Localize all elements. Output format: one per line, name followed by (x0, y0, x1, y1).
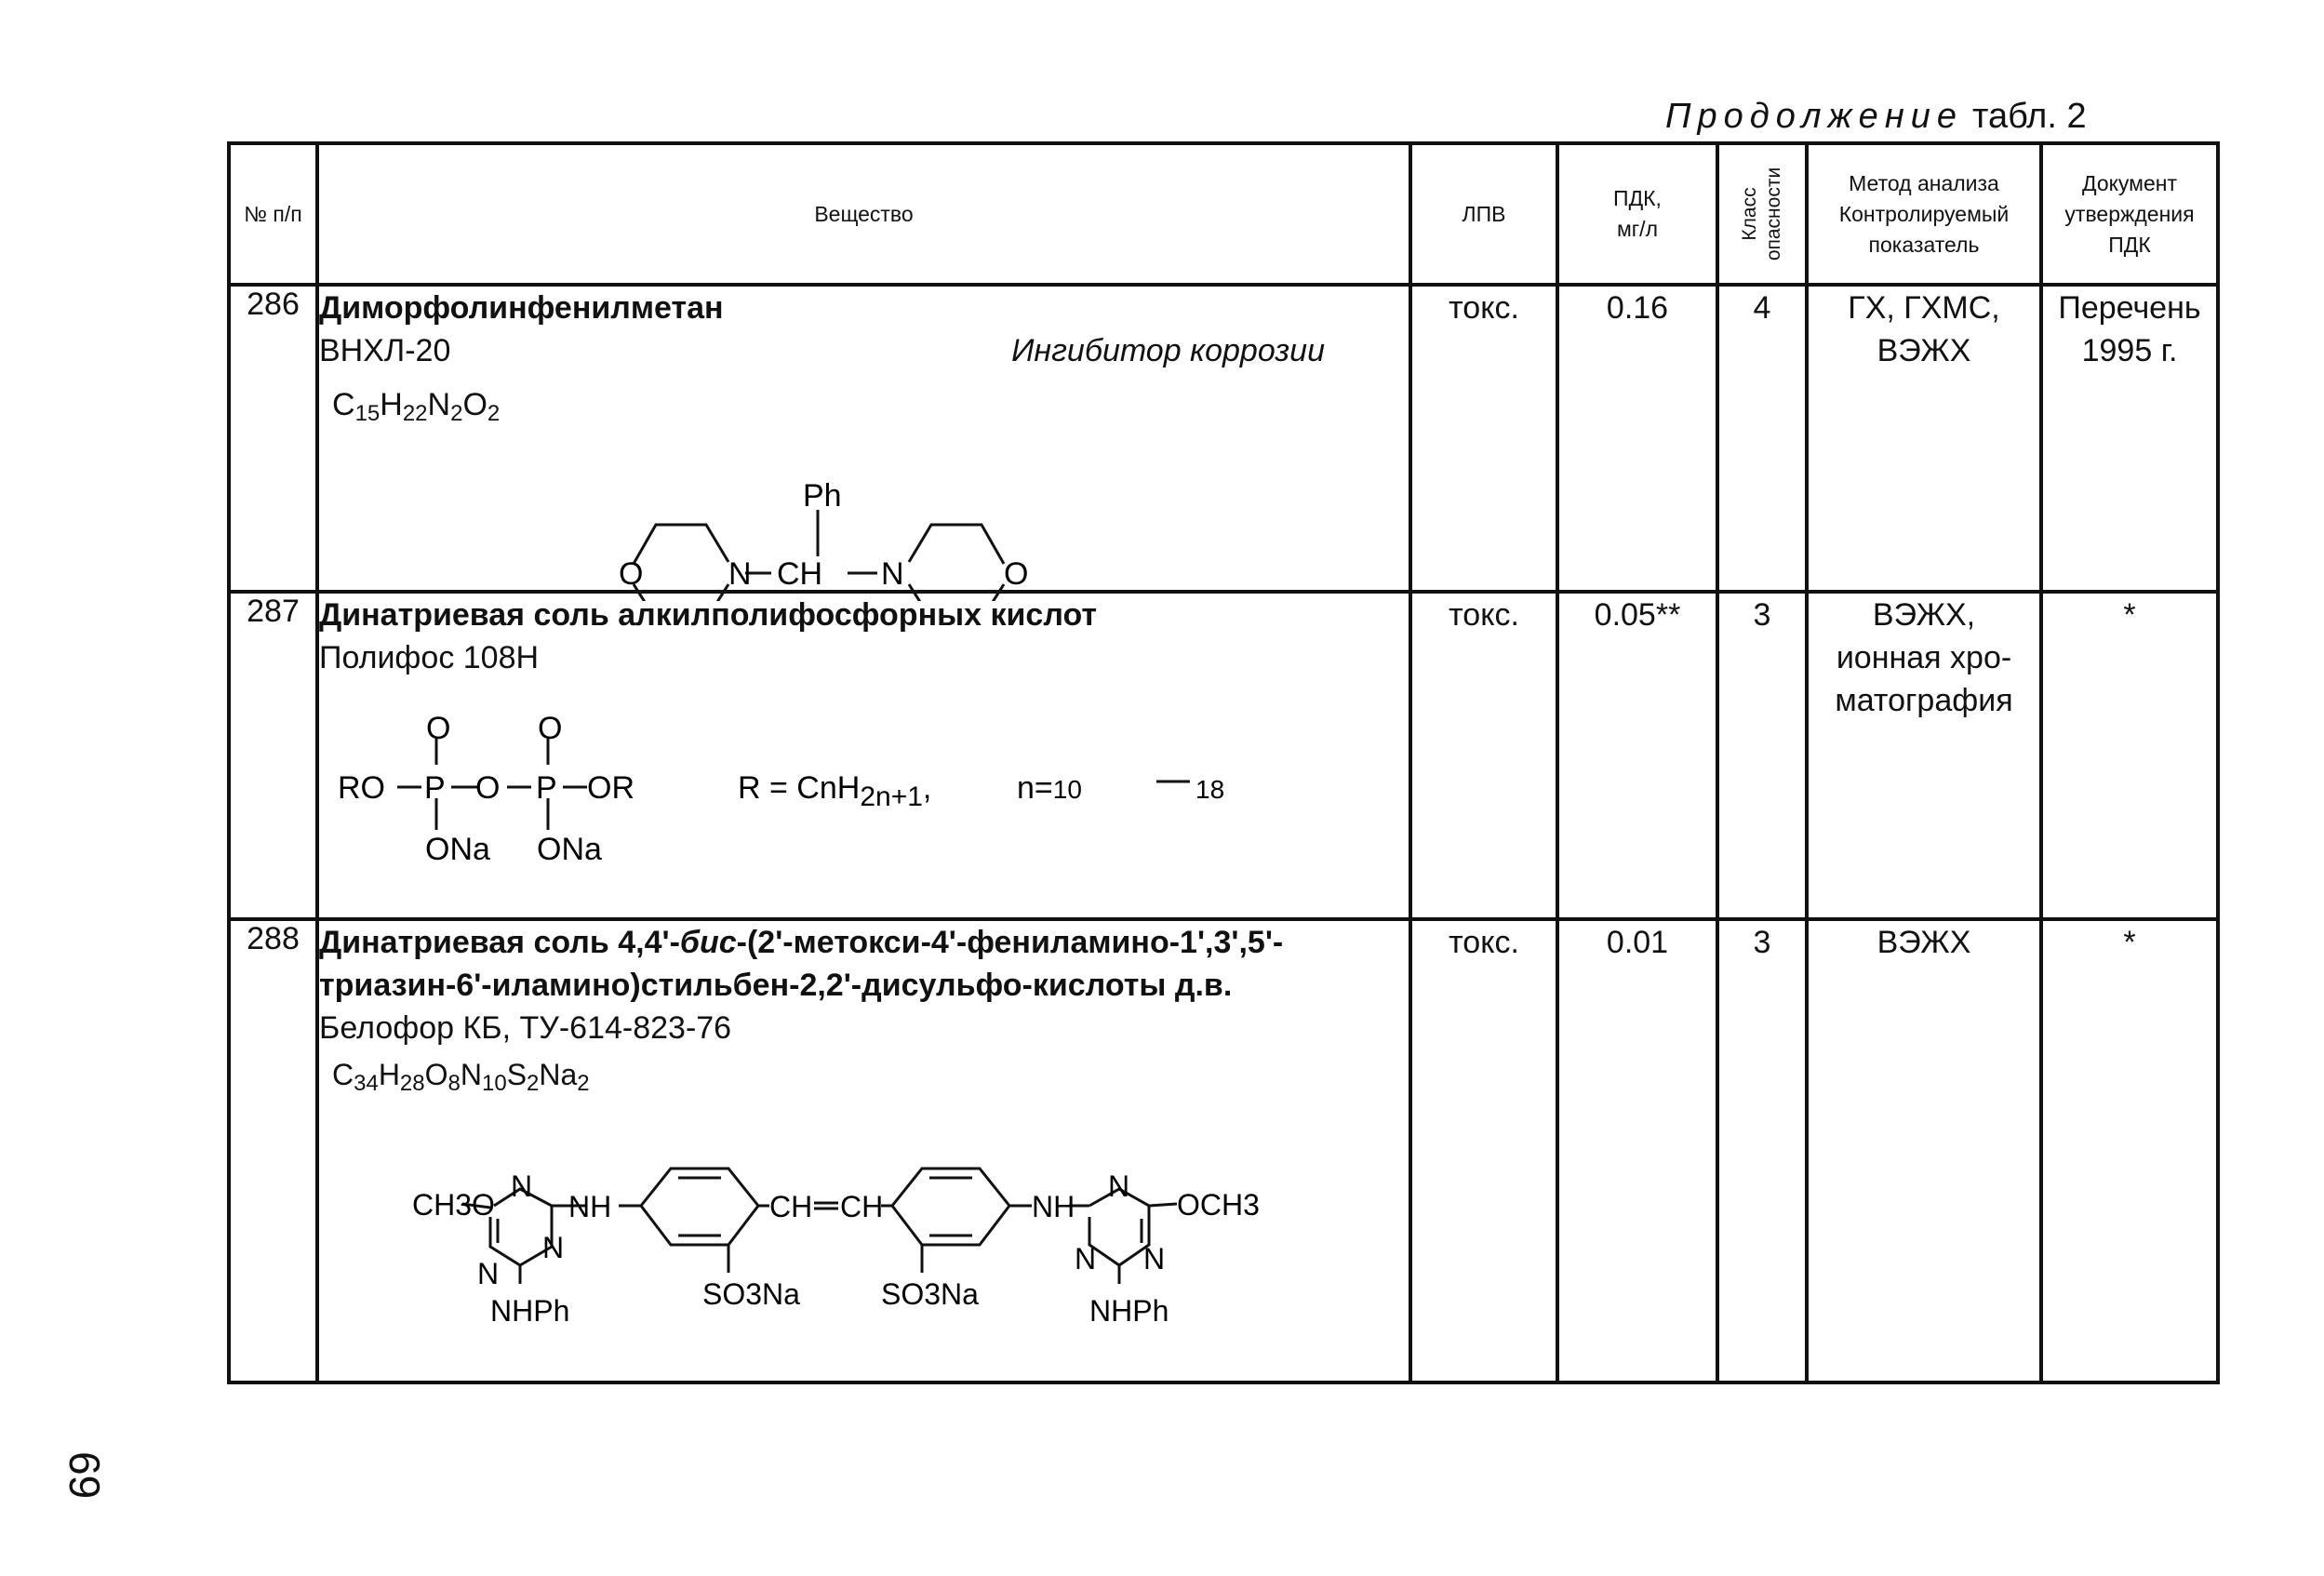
molecular-formula: $C_{15}H_{22}N_2O_2$ (332, 387, 501, 426)
caption-table-number: табл. 2 (1972, 97, 2087, 136)
atom-o: O (538, 711, 563, 746)
group-so3na: SO3Na (702, 1277, 800, 1311)
trade-name: Полифос 108Н (319, 640, 540, 675)
n-range: n=10 (1017, 770, 1082, 806)
header-substance: Вещество (317, 143, 1410, 285)
atom-p: P (424, 770, 446, 806)
header-row (229, 143, 2218, 285)
row-number: 286 (229, 285, 317, 592)
r-definition: R = CnH2n+1, (738, 770, 932, 812)
header-pdk (1557, 143, 1717, 285)
method-line: ионная хро- (1836, 640, 2012, 675)
header-doc-line1: Документ (2081, 170, 2178, 195)
atom-n: N (511, 1169, 533, 1203)
group-ona: ONa (425, 832, 490, 867)
pdk-cell: 0.05** (1557, 592, 1717, 919)
atom-o: O (619, 556, 644, 592)
lpv-cell: токс. (1410, 592, 1557, 919)
header-method-line1: Метод анализа (1849, 170, 1999, 195)
header-pdk-line1: ПДК, (1613, 186, 1662, 210)
structural-formula-287 (338, 705, 1231, 873)
method-cell (1807, 592, 2041, 919)
method-line: ГХ, ГХМС, (1848, 290, 2000, 326)
atom-n: N (728, 556, 752, 592)
group-ch: CH (840, 1190, 884, 1223)
table-row-287 (229, 592, 2218, 919)
header-doc-line3: ПДК (2108, 232, 2151, 257)
group-or: OR (587, 770, 634, 806)
header-class-line1: Класс (1739, 187, 1760, 241)
hazard-class-cell: 4 (1717, 285, 1807, 592)
header-pdk-line2: мг/л (1616, 217, 1658, 241)
group-nh: NH (568, 1190, 612, 1223)
header-lpv: ЛПВ (1410, 143, 1557, 285)
header-method (1807, 143, 2041, 285)
header-hazard-class (1717, 143, 1807, 285)
group-nh: NH (1032, 1190, 1075, 1223)
page-number: 69 (60, 1451, 109, 1500)
substance-name-line1: Динатриевая соль 4,4'-бис-(2'-метокси-4'-фениламино-1',3',5'- (319, 925, 1284, 960)
substance-name: Диморфолинфенилметан (319, 290, 724, 326)
document-line: 1995 г. (2081, 333, 2178, 368)
atom-o: O (426, 711, 451, 746)
group-ona: ONa (537, 832, 602, 867)
hazard-class-cell: 3 (1717, 592, 1807, 919)
header-method-line3: показатель (1868, 232, 1980, 257)
method-line: ВЭЖХ (1877, 333, 1971, 368)
atom-n: N (1075, 1242, 1097, 1275)
lpv-cell: токс. (1410, 919, 1557, 1382)
document-cell (2041, 285, 2218, 592)
substance-purpose: Ингибитор коррозии (1011, 333, 1325, 368)
method-line: матография (1835, 683, 2013, 718)
caption-continuation: Продолжение (1665, 97, 1963, 136)
group-och3: OCH3 (1177, 1188, 1260, 1222)
group-ch3o: CH3O (412, 1188, 495, 1222)
substance-name: Динатриевая соль алкилполифосфорных кислот (319, 597, 1098, 633)
trade-name: ВНХЛ-20 (319, 333, 451, 368)
lpv-cell: токс. (1410, 285, 1557, 592)
table-row-288 (229, 919, 2218, 1382)
substance-cell (317, 285, 1410, 592)
pdk-cell: 0.01 (1557, 919, 1717, 1382)
trade-name: Белофор КБ, ТУ-614-823-76 (319, 1010, 732, 1046)
header-document (2041, 143, 2218, 285)
group-so3na: SO3Na (881, 1277, 979, 1311)
substance-cell (317, 919, 1410, 1382)
substances-table (227, 141, 2220, 1384)
group-ph: Ph (803, 478, 842, 514)
atom-n: N (542, 1231, 565, 1264)
document-cell: * (2041, 592, 2218, 919)
header-method-line2: Контролируемый (1838, 201, 2010, 226)
atom-n: N (1108, 1169, 1130, 1203)
row-number: 287 (229, 592, 317, 919)
n-range-upper: 18 (1195, 775, 1225, 804)
structural-formula-288 (412, 1161, 1361, 1366)
table-caption (1665, 97, 2087, 137)
group-nhph: NHPh (1089, 1294, 1169, 1328)
structural-formula-286 (608, 461, 1129, 601)
method-cell: ВЭЖХ (1807, 919, 2041, 1382)
document-cell: * (2041, 919, 2218, 1382)
atom-o: O (1004, 556, 1029, 592)
method-cell (1807, 285, 2041, 592)
molecular-formula: $C_{34}H_{28}O_8N_{10}S_2Na_2$ (332, 1058, 590, 1096)
header-class-line2: опасности (1763, 167, 1784, 261)
substance-cell (317, 592, 1410, 919)
method-line: ВЭЖХ, (1872, 597, 1976, 633)
substance-name-line2: триазин-6'-иламино)стильбен-2,2'-дисульфо-кислоты д.в. (319, 968, 1233, 1003)
group-ch: CH (777, 556, 823, 592)
group-nhph: NHPh (490, 1294, 570, 1328)
atom-n: N (1143, 1242, 1166, 1275)
hazard-class-cell: 3 (1717, 919, 1807, 1382)
group-ro: RO (338, 770, 385, 806)
header-doc-line2: утверждения (2064, 201, 2195, 226)
atom-n: N (881, 556, 904, 592)
atom-p: P (536, 770, 557, 806)
document-line: Перечень (2058, 290, 2201, 326)
pdk-cell: 0.16 (1557, 285, 1717, 592)
group-ch: CH (769, 1190, 813, 1223)
row-number: 288 (229, 919, 317, 1382)
table-row-286 (229, 285, 2218, 592)
atom-o: O (475, 770, 501, 806)
header-num: № п/п (229, 143, 317, 285)
atom-n: N (477, 1257, 500, 1290)
